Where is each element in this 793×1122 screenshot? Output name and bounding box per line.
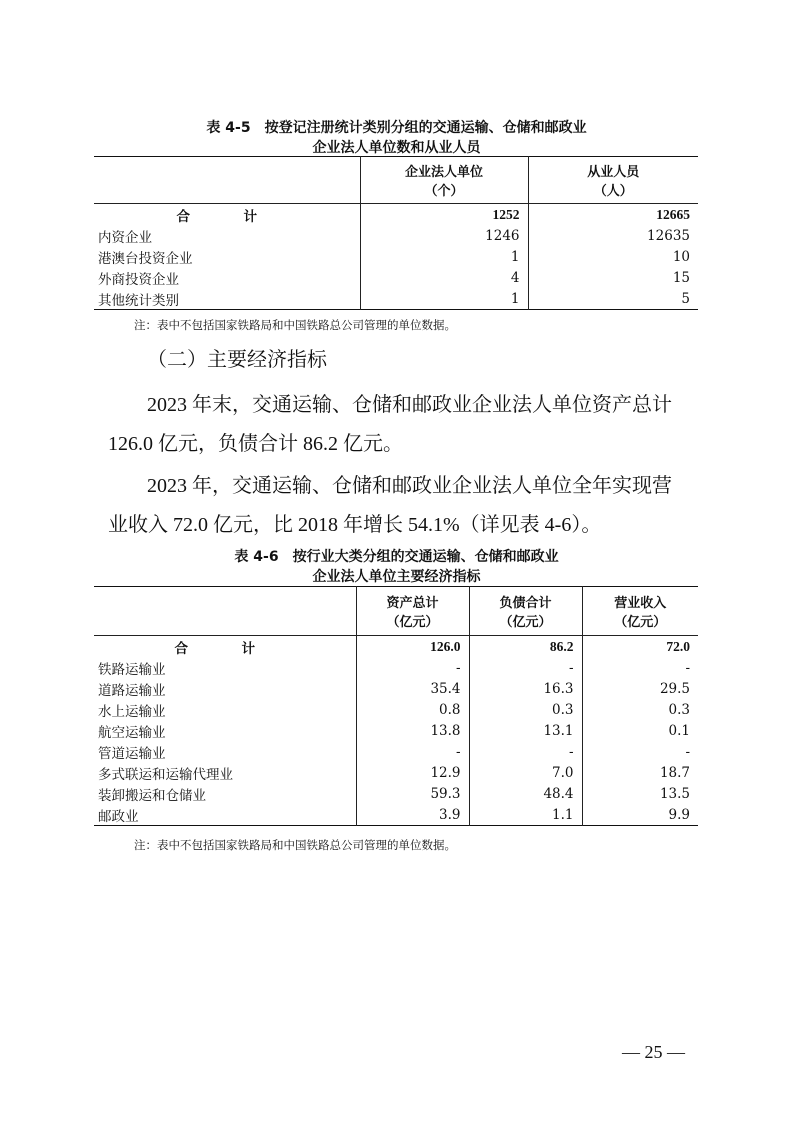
table46-cell: 126.0 <box>356 636 469 658</box>
table46-caption-line1: 按行业大类分组的交通运输、仓储和邮政业 <box>292 549 559 565</box>
paragraph1-line1: 2023 年末，交通运输、仓储和邮政业企业法人单位资产总计 <box>147 394 672 416</box>
table45-header-empty <box>94 157 360 204</box>
table46-row <box>94 678 698 699</box>
table46-cell: 48.4 <box>469 783 582 804</box>
table46-row-label: 邮政业 <box>98 808 139 825</box>
table45-col2-header <box>528 157 698 204</box>
table46-cell: 13.1 <box>469 720 582 741</box>
table46-cell: - <box>356 741 469 762</box>
table45-cell: 1 <box>360 246 528 267</box>
table45-row-label: 外商投资企业 <box>98 271 179 288</box>
table45-row-label: 合 计 <box>176 208 277 225</box>
table46-row-label: 道路运输业 <box>98 682 166 699</box>
table46-row-label: 航空运输业 <box>98 724 166 741</box>
table46-row <box>94 762 698 783</box>
table46-cell: - <box>469 657 582 678</box>
table46-row <box>94 699 698 720</box>
table45-caption <box>0 117 793 137</box>
table45-row <box>94 267 698 288</box>
table45-col2-unit: （人） <box>593 184 633 199</box>
table46-cell: 7.0 <box>469 762 582 783</box>
table46-row-total <box>94 636 698 658</box>
table46-row <box>94 657 698 678</box>
table46-cell: 86.2 <box>469 636 582 658</box>
table46-cell: 35.4 <box>356 678 469 699</box>
table46-row <box>94 783 698 804</box>
table46-cell: 59.3 <box>356 783 469 804</box>
table46-caption-number: 表 4-6 <box>234 549 279 565</box>
table-4-5 <box>94 156 698 310</box>
table46-col1-title: 资产总计 <box>386 596 439 611</box>
table45-row-label: 港澳台投资企业 <box>98 250 193 267</box>
table46-col2-header <box>469 587 582 636</box>
table45-caption-line1: 按登记注册统计类别分组的交通运输、仓储和邮政业 <box>264 120 587 136</box>
table45-cell: 12635 <box>528 225 698 246</box>
table45-row-label: 内资企业 <box>98 229 152 246</box>
table46-cell: - <box>582 657 698 678</box>
table46-cell: 18.7 <box>582 762 698 783</box>
table46-cell: 72.0 <box>582 636 698 658</box>
paragraph2-line1: 2023 年，交通运输、仓储和邮政业企业法人单位全年实现营 <box>147 475 672 497</box>
table46-col2-unit: （亿元） <box>499 615 552 630</box>
table46-cell: 13.5 <box>582 783 698 804</box>
table46-row-label: 多式联运和运输代理业 <box>98 766 233 783</box>
table46-note: 注：表中不包括国家铁路局和中国铁路总公司管理的单位数据。 <box>134 838 456 852</box>
table45-cell: 4 <box>360 267 528 288</box>
table46-cell: 0.1 <box>582 720 698 741</box>
table45-cell: 5 <box>528 288 698 310</box>
table45-col2-title: 从业人员 <box>587 165 640 180</box>
table45-cell: 1 <box>360 288 528 310</box>
table46-col1-unit: （亿元） <box>386 615 439 630</box>
table46-cell: 3.9 <box>356 804 469 826</box>
table46-cell: 9.9 <box>582 804 698 826</box>
table46-row <box>94 804 698 826</box>
table45-cell: 10 <box>528 246 698 267</box>
table45-row-total <box>94 204 698 226</box>
table46-header-empty <box>94 587 356 636</box>
table46-col1-header <box>356 587 469 636</box>
table46-cell: 0.3 <box>469 699 582 720</box>
table45-caption-number: 表 4-5 <box>206 120 251 136</box>
table46-row-label: 铁路运输业 <box>98 661 166 678</box>
table46-cell: 0.8 <box>356 699 469 720</box>
table45-cell: 1246 <box>360 225 528 246</box>
table45-col1-title: 企业法人单位 <box>404 165 483 180</box>
table45-note: 注：表中不包括国家铁路局和中国铁路总公司管理的单位数据。 <box>134 318 456 332</box>
table46-row-label: 装卸搬运和仓储业 <box>98 787 206 804</box>
table46-row-label: 管道运输业 <box>98 745 166 762</box>
page-number: — 25 — <box>622 1042 685 1062</box>
table46-col3-header <box>582 587 698 636</box>
table46-caption <box>0 546 793 566</box>
table45-row <box>94 225 698 246</box>
table45-header-row <box>94 157 698 204</box>
table-4-6 <box>94 586 698 826</box>
table46-cell: 12.9 <box>356 762 469 783</box>
table45-row <box>94 288 698 310</box>
table45-col1-header <box>360 157 528 204</box>
table46-cell: - <box>582 741 698 762</box>
paragraph2-line2: 业收入 72.0 亿元，比 2018 年增长 54.1%（详见表 4-6）。 <box>108 514 602 536</box>
paragraph1-line2: 126.0 亿元，负债合计 86.2 亿元。 <box>108 433 403 455</box>
table46-cell: 29.5 <box>582 678 698 699</box>
table46-row <box>94 741 698 762</box>
table46-row-label: 合 计 <box>174 640 275 657</box>
table45-row <box>94 246 698 267</box>
table46-cell: 16.3 <box>469 678 582 699</box>
table45-cell: 12665 <box>528 204 698 226</box>
table45-caption-line2: 企业法人单位数和从业人员 <box>312 140 481 156</box>
table45-cell: 15 <box>528 267 698 288</box>
table46-cell: 13.8 <box>356 720 469 741</box>
table46-cell: 1.1 <box>469 804 582 826</box>
table46-cell: - <box>356 657 469 678</box>
table45-row-label: 其他统计类别 <box>98 292 179 309</box>
table46-col2-title: 负债合计 <box>499 596 552 611</box>
table46-caption-line2: 企业法人单位主要经济指标 <box>312 569 481 585</box>
table46-cell: 0.3 <box>582 699 698 720</box>
table46-col3-title: 营业收入 <box>614 596 667 611</box>
table45-col1-unit: （个） <box>424 184 464 199</box>
table46-row <box>94 720 698 741</box>
section-heading: （二）主要经济指标 <box>147 347 327 371</box>
table46-col3-unit: （亿元） <box>614 615 667 630</box>
table46-cell: - <box>469 741 582 762</box>
table46-row-label: 水上运输业 <box>98 703 166 720</box>
table46-header-row <box>94 587 698 636</box>
table45-cell: 1252 <box>360 204 528 226</box>
